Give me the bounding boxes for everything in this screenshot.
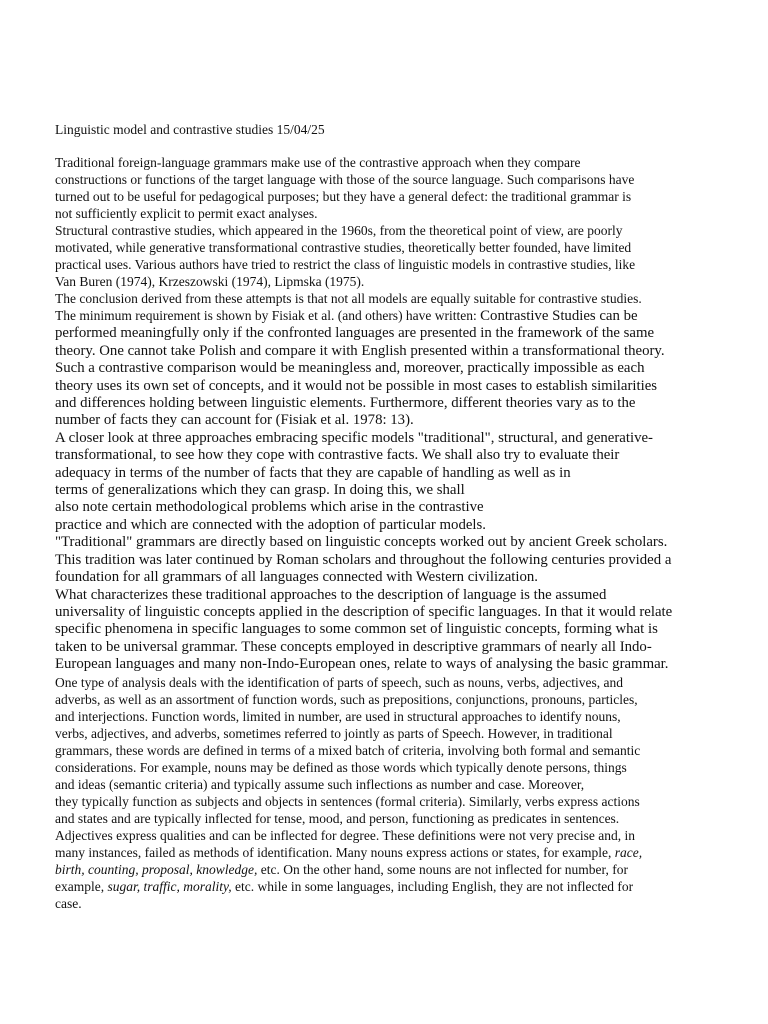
text-line: not sufficiently explicit to permit exact analyses.: [55, 206, 318, 221]
text-line: verbs, adjectives, and adverbs, sometimes referred to jointly as parts of Speech. However, in traditional: [55, 725, 613, 741]
text-line: Van Buren (1974), Krzeszowski (1974), Lipmska (1975).: [55, 274, 365, 289]
text-line: they typically function as subjects and objects in sentences (formal criteria). Similarly, verbs express actions: [55, 793, 640, 809]
text-line: [55, 844, 735, 861]
text-run: etc. On the other hand, some nouns are not inflected for number, for: [257, 861, 628, 877]
text-run: many instances, failed as methods of identification. Many nouns express actions or states, for example,: [55, 844, 615, 860]
text-line: [55, 878, 735, 895]
italic-text: sugar, traffic, morality,: [107, 878, 232, 894]
text-line: motivated, while generative transformational contrastive studies, theoretically better founded, have limited: [55, 240, 632, 255]
text-line: universality of linguistic concepts applied in the description of specific languages. In that it would relate: [55, 603, 673, 620]
italic-text: race,: [614, 844, 643, 860]
text-line: constructions or functions of the target language with those of the source language. Such comparisons have: [55, 172, 635, 187]
text-line: theory uses its own set of concepts, and it would not be possible in most cases to establish similarities: [55, 377, 658, 394]
text-line: adequacy in terms of the number of facts that they are capable of handling as well as in: [55, 464, 571, 481]
text-line: The conclusion derived from these attempts is that not all models are equally suitable for contrastive studies.: [55, 291, 642, 306]
text-line: transformational, to see how they cope with contrastive facts. We shall also try to evaluate their: [55, 447, 620, 464]
text-line: "Traditional" grammars are directly based on linguistic concepts worked out by ancient Greek scholars.: [55, 534, 668, 551]
text-line: performed meaningfully only if the confronted languages are presented in the framework of the same: [55, 325, 655, 342]
text-line: terms of generalizations which they can grasp. In doing this, we shall: [55, 482, 465, 499]
text-line: [55, 861, 735, 878]
text-line: and ideas (semantic criteria) and typically assume such inflections as number and case. Moreover,: [55, 776, 585, 792]
text-run: The minimum requirement is shown by Fisiak et al. (and others) have written:: [55, 308, 481, 323]
text-line: number of facts they can account for (Fisiak et al. 1978: 13).: [55, 412, 414, 429]
text-line: [55, 307, 735, 325]
text-line: adverbs, as well as an assortment of function words, such as prepositions, conjunctions, pronouns, particles,: [55, 691, 638, 707]
text-line: Traditional foreign-language grammars make use of the contrastive approach when they compare: [55, 155, 581, 170]
text-line: theory. One cannot take Polish and compare it with English presented within a transformational theory.: [55, 342, 665, 359]
text-line: also note certain methodological problems which arise in the contrastive: [55, 499, 484, 516]
text-line: foundation for all grammars of all languages connected with Western civilization.: [55, 569, 538, 586]
text-line: specific phenomena in specific languages to some common set of linguistic concepts, forming what is: [55, 621, 658, 638]
text-line: Such a contrastive comparison would be meaningless and, moreover, practically impossible as each: [55, 360, 645, 377]
text-line: case.: [55, 895, 82, 911]
text-line: practical uses. Various authors have tried to restrict the class of linguistic models in contrastive studies, like: [55, 257, 636, 272]
text-line: considerations. For example, nouns may be defined as those words which typically denote persons, things: [55, 759, 627, 775]
text-line: Structural contrastive studies, which appeared in the 1960s, from the theoretical point of view, are poorly: [55, 223, 623, 238]
text-run: example,: [55, 878, 108, 894]
text-line: This tradition was later continued by Roman scholars and throughout the following centuries provided a: [55, 551, 672, 568]
text-line: A closer look at three approaches embracing specific models "traditional", structural, and generative-: [55, 429, 653, 446]
text-line: grammars, these words are defined in terms of a mixed batch of criteria, involving both formal and semantic: [55, 742, 641, 758]
text-line: taken to be universal grammar. These concepts employed in descriptive grammars of nearly all Indo-: [55, 638, 652, 655]
text-run: Contrastive Studies can be: [480, 308, 638, 324]
document-page: [55, 121, 735, 912]
text-line: One type of analysis deals with the identification of parts of speech, such as nouns, verbs, adjectives, and: [55, 674, 623, 690]
text-run: etc. while in some languages, including English, they are not inflected for: [231, 878, 634, 894]
document-title: Linguistic model and contrastive studies 15/04/25: [55, 122, 325, 137]
text-line: European languages and many non-Indo-European ones, relate to ways of analysing the basic grammar.: [55, 656, 669, 673]
italic-text: birth, counting, proposal, knowledge,: [55, 861, 258, 877]
text-line: and states and are typically inflected for tense, mood, and person, functioning as predicates in sentences.: [55, 810, 620, 826]
text-line: turned out to be useful for pedagogical purposes; but they have a general defect: the traditional grammar is: [55, 189, 632, 204]
text-line: and differences holding between linguistic elements. Furthermore, different theories vary as to the: [55, 395, 636, 412]
text-line: What characterizes these traditional approaches to the description of language is the assumed: [55, 586, 607, 603]
text-line: practice and which are connected with the adoption of particular models.: [55, 516, 486, 533]
document-body: [55, 154, 735, 912]
text-line: Adjectives express qualities and can be inflected for degree. These definitions were not very precise and, in: [55, 827, 636, 843]
text-line: and interjections. Function words, limited in number, are used in structural approaches to identify nouns,: [55, 708, 621, 724]
